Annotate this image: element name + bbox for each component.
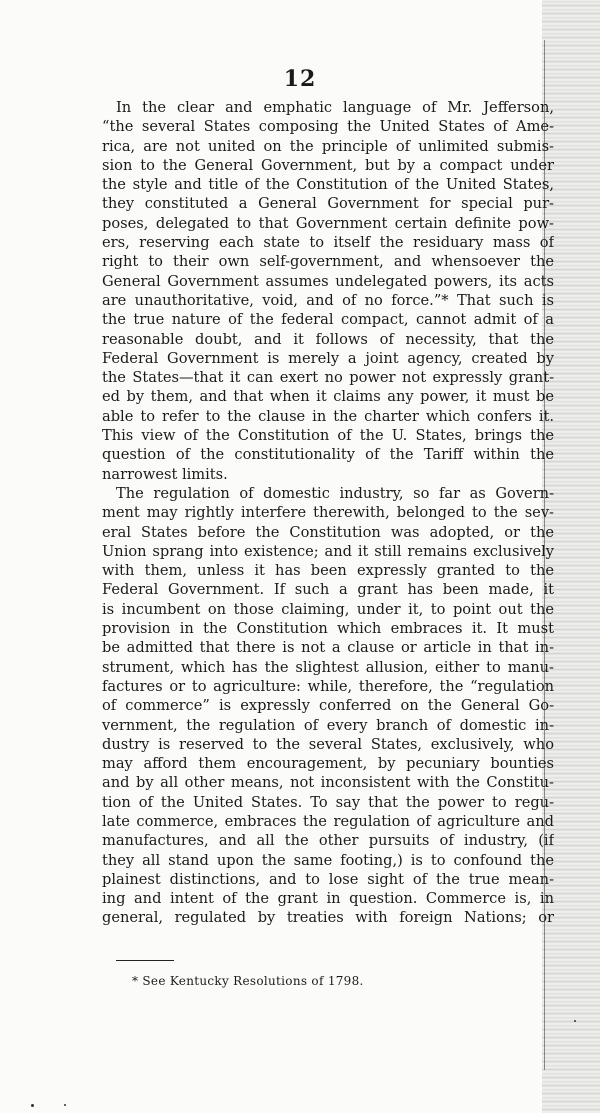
text-line: general, regulated by treaties with foreign Nations; or bbox=[102, 909, 554, 927]
text-line: the style and title of the Constitution of the United States, bbox=[102, 176, 554, 194]
text-line: manufactures, and all the other pursuits of industry, (if bbox=[102, 832, 554, 850]
text-line: In the clear and emphatic language of Mr. Jefferson, bbox=[116, 99, 554, 116]
footnote-divider bbox=[116, 960, 174, 961]
text-line: and by all other means, not inconsistent with the Constitu- bbox=[102, 774, 554, 792]
text-line: ed by them, and that when it claims any power, it must be bbox=[102, 388, 554, 406]
footnote: * See Kentucky Resolutions of 1798. bbox=[132, 974, 364, 988]
text-line: General Government assumes undelegated powers, its acts bbox=[102, 272, 554, 290]
text-line: they constituted a General Government for special pur- bbox=[102, 195, 554, 213]
text-line: Federal Government is merely a joint agency, created by bbox=[102, 349, 554, 367]
text-line: narrowest limits. bbox=[102, 465, 228, 483]
text-line: factures or to agriculture: while, therefore, the “regulation bbox=[102, 677, 554, 695]
text-line: question of the constitutionality of the Tariff within the bbox=[102, 446, 554, 464]
text-line: is incumbent on those claiming, under it, to point out the bbox=[102, 600, 554, 618]
text-line: eral States before the Constitution was adopted, or the bbox=[102, 523, 554, 541]
scan-speck bbox=[574, 1020, 576, 1022]
text-line: may afford them encouragement, by pecuniary bounties bbox=[102, 755, 554, 773]
text-line: strument, which has the slightest allusion, either to manu- bbox=[102, 658, 554, 676]
text-line: “the several States composing the United States of Ame- bbox=[102, 118, 554, 136]
text-line: rica, are not united on the principle of unlimited submis- bbox=[102, 137, 554, 155]
text-line: with them, unless it has been expressly granted to the bbox=[102, 562, 554, 580]
text-line: ing and intent of the grant in question. Commerce is, in bbox=[102, 890, 554, 908]
text-line: sion to the General Government, but by a compact under bbox=[102, 156, 554, 174]
text-line: Federal Government. If such a grant has been made, it bbox=[102, 581, 554, 599]
text-line: right to their own self-government, and whensoever the bbox=[102, 253, 554, 271]
text-line: plainest distinctions, and to lose sight of the true mean- bbox=[102, 870, 554, 888]
page-number: 12 bbox=[283, 66, 317, 92]
text-line: the true nature of the federal compact, cannot admit of a bbox=[102, 311, 554, 329]
text-line: Union sprang into existence; and it still remains exclusively bbox=[102, 542, 554, 560]
scan-speck bbox=[64, 1104, 66, 1106]
text-line: provision in the Constitution which embraces it. It must bbox=[102, 620, 554, 638]
text-line: poses, delegated to that Government certain definite pow- bbox=[102, 214, 554, 232]
text-line: This view of the Constitution of the U. States, brings the bbox=[102, 427, 554, 445]
text-line: be admitted that there is not a clause or article in that in- bbox=[102, 639, 554, 657]
text-line: tion of the United States. To say that the power to regu- bbox=[102, 793, 554, 811]
text-line: they all stand upon the same footing,) is to confound the bbox=[102, 851, 554, 869]
text-line: late commerce, embraces the regulation of agriculture and bbox=[102, 812, 554, 830]
text-line: ers, reserving each state to itself the residuary mass of bbox=[102, 234, 554, 252]
text-line: the States—that it can exert no power not expressly grant- bbox=[102, 369, 554, 387]
scan-speck bbox=[31, 1104, 34, 1107]
text-line: dustry is reserved to the several States, exclusively, who bbox=[102, 735, 554, 753]
body-text bbox=[102, 98, 554, 928]
text-line: ment may rightly interfere therewith, belonged to the sev- bbox=[102, 504, 554, 522]
text-line: able to refer to the clause in the charter which confers it. bbox=[102, 407, 554, 425]
text-line: vernment, the regulation of every branch of domestic in- bbox=[102, 716, 554, 734]
text-line: of commerce” is expressly conferred on the General Go- bbox=[102, 697, 554, 715]
text-line: are unauthoritative, void, and of no force.”* That such is bbox=[102, 291, 554, 309]
text-line: The regulation of domestic industry, so far as Govern- bbox=[116, 484, 554, 502]
text-line: reasonable doubt, and it follows of necessity, that the bbox=[102, 330, 554, 348]
